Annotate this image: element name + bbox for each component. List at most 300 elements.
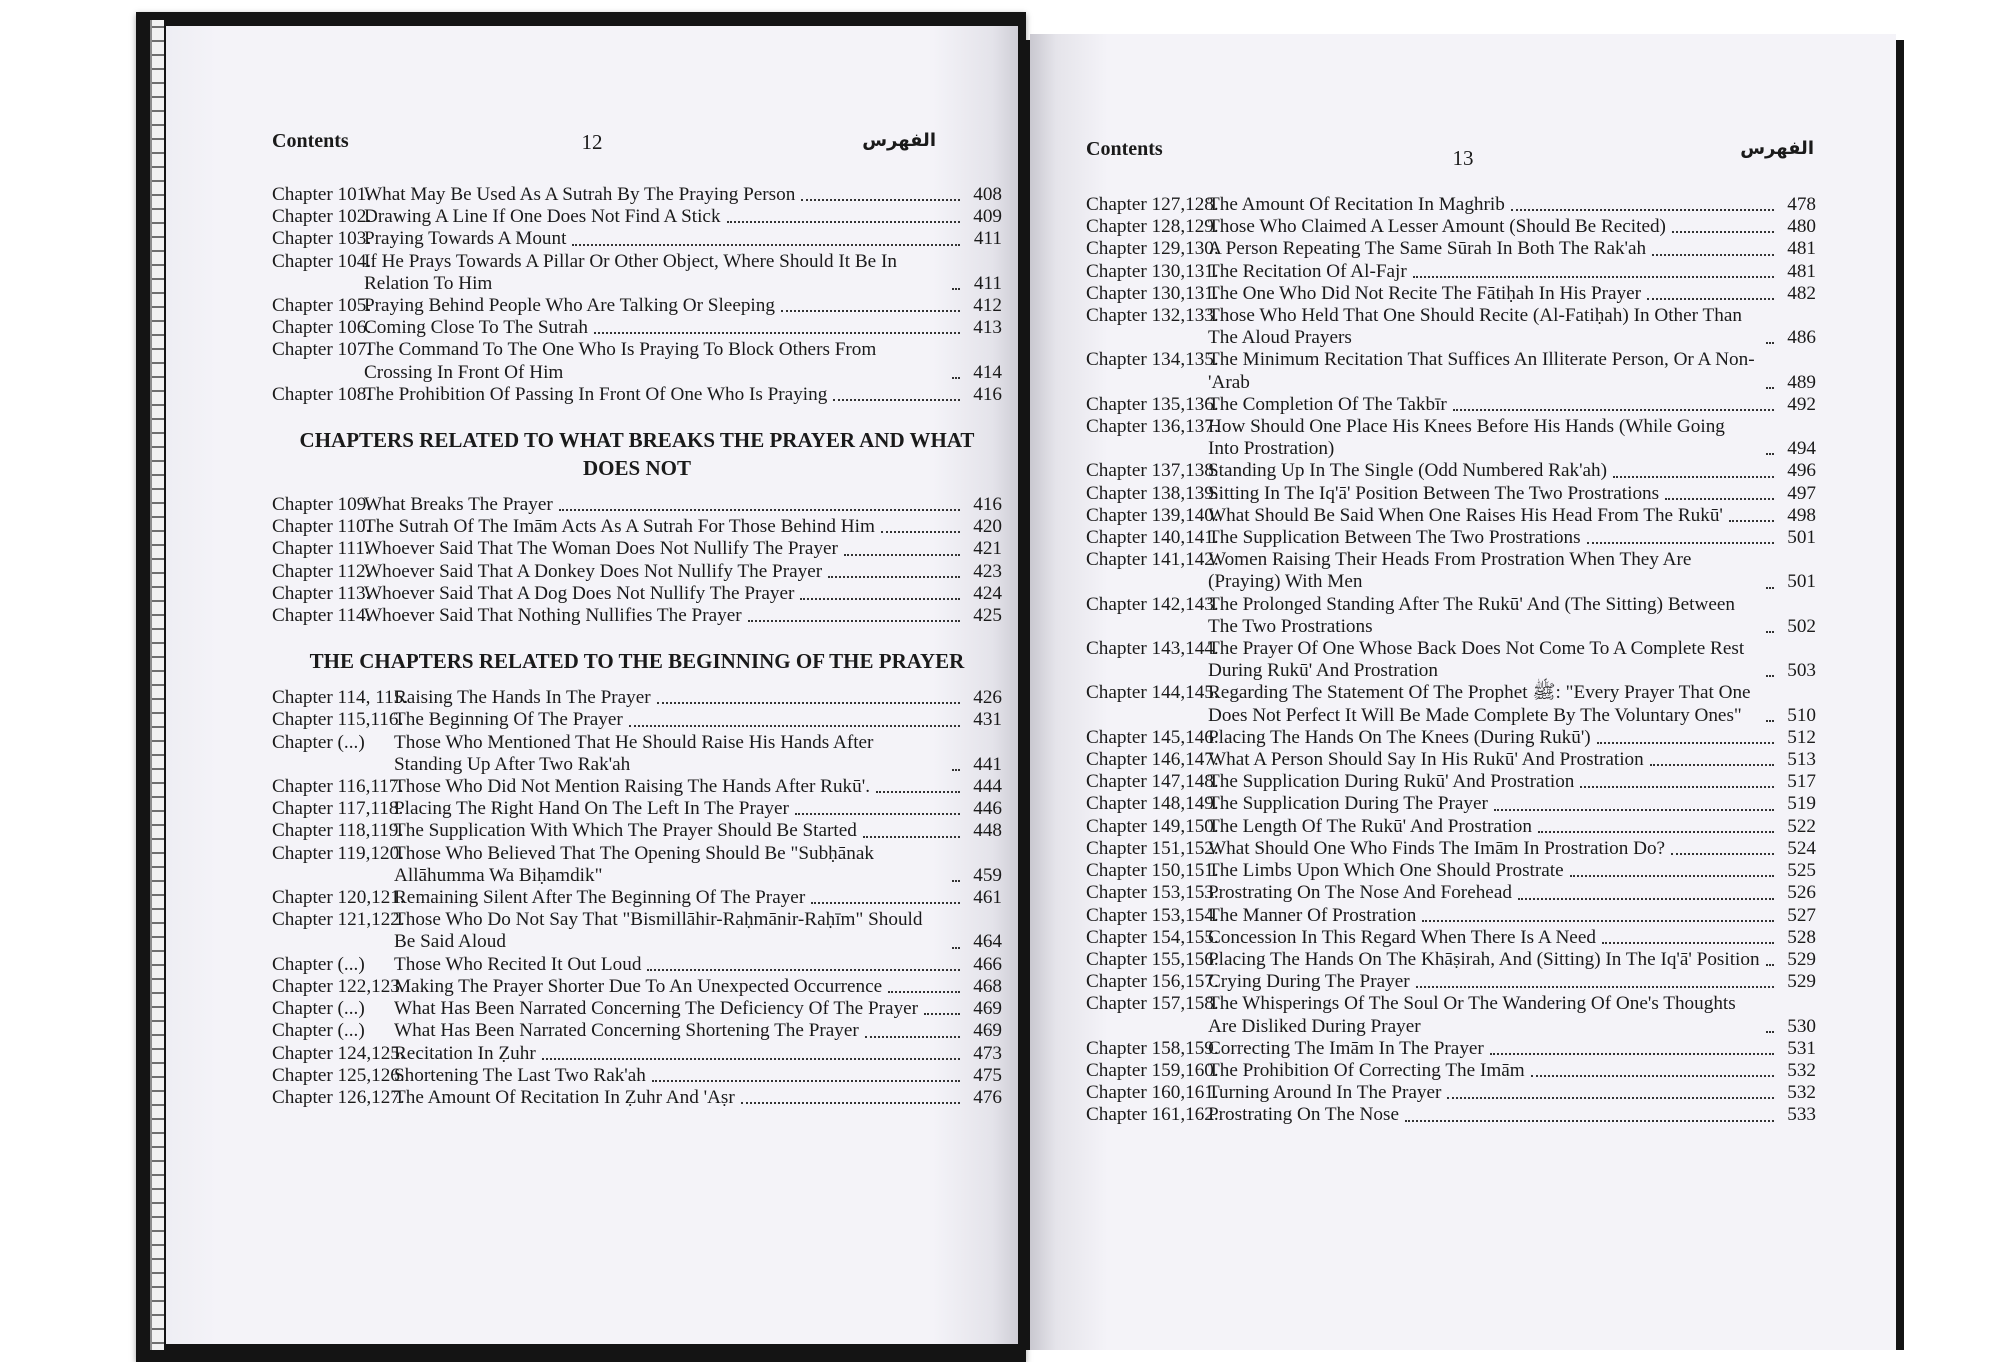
dot-leader xyxy=(881,531,960,533)
toc-entry xyxy=(1086,749,1816,771)
page-ref: 448 xyxy=(973,820,1002,842)
chapter-title: The Supplication Between The Two Prostrations xyxy=(1208,527,1581,549)
dot-leader xyxy=(652,1080,960,1082)
chapter-number: Chapter 106. xyxy=(272,317,372,339)
dot-leader xyxy=(1405,1120,1774,1122)
page-ref: 528 xyxy=(1787,926,1816,948)
page-ref: 411 xyxy=(973,228,1002,250)
chapter-title: Standing Up In The Single (Odd Numbered Rak'ah) xyxy=(1208,460,1608,482)
chapter-title: Placing The Right Hand On The Left In The Prayer xyxy=(394,798,789,820)
chapter-number: Chapter 101. xyxy=(272,184,372,205)
page-ref: 527 xyxy=(1787,904,1816,926)
chapter-number: Chapter 154,155. xyxy=(1086,926,1219,948)
dot-leader xyxy=(1652,254,1774,256)
chapter-number: Chapter 114. xyxy=(272,605,371,627)
chapter-number: Chapter 113. xyxy=(272,582,371,604)
toc-entry xyxy=(272,538,1002,560)
page-ref: 486 xyxy=(1787,327,1816,349)
chapter-title: Sitting In The Iq'ā' Position Between The Two Prostrations xyxy=(1208,482,1660,504)
toc-entry xyxy=(1086,682,1816,726)
toc-entry xyxy=(272,798,1002,820)
toc-entry xyxy=(272,339,1002,383)
chapter-number: Chapter 142,143. xyxy=(1086,593,1219,615)
chapter-title: What Should One Who Finds The Imām In Prostration Do? xyxy=(1208,837,1666,859)
toc-entry xyxy=(272,494,1002,516)
chapter-number: Chapter 122,123. xyxy=(272,975,405,997)
dot-leader xyxy=(833,399,960,401)
dot-leader xyxy=(1490,1053,1774,1055)
dot-leader xyxy=(559,509,960,511)
chapter-number: Chapter (...) xyxy=(272,953,365,975)
toc-entry xyxy=(272,295,1002,317)
page-ref: 416 xyxy=(973,494,1002,516)
chapter-title: Praying Behind People Who Are Talking Or Sleeping xyxy=(364,295,775,317)
chapter-number: Chapter 112. xyxy=(272,560,371,582)
dot-leader xyxy=(1587,542,1774,544)
chapter-title: How Should One Place His Knees Before His Hands (While Going Into Prostration) xyxy=(1208,416,1725,460)
page-ref: 481 xyxy=(1787,238,1816,260)
dot-leader xyxy=(542,1058,960,1060)
dot-leader xyxy=(1650,764,1774,766)
chapter-number: Chapter 128,129. xyxy=(1086,216,1219,238)
dot-leader xyxy=(1416,986,1774,988)
toc-entry xyxy=(272,1065,1002,1087)
page-ref: 459 xyxy=(973,864,1002,886)
dot-leader xyxy=(1766,675,1774,677)
toc-entry xyxy=(1086,283,1816,305)
header-contents: Contents xyxy=(272,130,349,152)
chapter-title: Those Who Recited It Out Loud xyxy=(394,953,642,975)
page-ref: 503 xyxy=(1787,660,1816,682)
chapter-number: Chapter 105. xyxy=(272,295,372,317)
chapter-title: The Minimum Recitation That Suffices An Illiterate Person, Or A Non-'Arab xyxy=(1208,349,1755,393)
chapter-title: Those Who Held That One Should Recite (Al-Fatiḥah) In Other Than The Aloud Prayers xyxy=(1208,305,1742,349)
chapter-title: What May Be Used As A Sutrah By The Praying Person xyxy=(364,184,796,205)
page-ref: 502 xyxy=(1787,615,1816,637)
dot-leader xyxy=(741,1102,960,1104)
page-ref: 475 xyxy=(973,1064,1002,1086)
toc-entry xyxy=(272,776,1002,798)
page-ref: 426 xyxy=(973,687,1002,709)
chapter-number: Chapter 148,149. xyxy=(1086,793,1219,815)
dot-leader xyxy=(629,725,960,727)
left-page xyxy=(166,26,1018,1344)
page-ref: 522 xyxy=(1787,815,1816,837)
toc-entry xyxy=(272,251,1002,295)
chapter-title: Those Who Do Not Say That "Bismillāhir-Raḥmānir-Raḥīm" Should Be Said Aloud xyxy=(394,909,923,953)
chapter-number: Chapter 129,130. xyxy=(1086,238,1219,260)
toc-entry xyxy=(1086,927,1816,949)
dot-leader xyxy=(844,554,960,556)
chapter-number: Chapter 107. xyxy=(272,339,372,361)
dot-leader xyxy=(1447,1097,1774,1099)
dot-leader xyxy=(781,310,960,312)
toc-entry xyxy=(272,998,1002,1020)
page-ref: 489 xyxy=(1787,371,1816,393)
chapter-title: The Supplication During Rukū' And Prostration xyxy=(1208,771,1575,793)
toc-entry xyxy=(272,583,1002,605)
chapter-title: Placing The Hands On The Khāṣirah, And (Sitting) In The Iq'ā' Position xyxy=(1208,948,1760,970)
chapter-title: Prostrating On The Nose And Forehead xyxy=(1208,882,1512,904)
chapter-title: The Prohibition Of Passing In Front Of One Who Is Praying xyxy=(364,383,828,405)
chapter-title: What Has Been Narrated Concerning Shortening The Prayer xyxy=(394,1020,859,1042)
toc-entry xyxy=(272,1043,1002,1065)
chapter-title: The Amount Of Recitation In Ẓuhr And 'Aṣr xyxy=(394,1086,735,1108)
page-ref: 424 xyxy=(973,582,1002,604)
dot-leader xyxy=(952,769,960,771)
page-ref: 461 xyxy=(973,887,1002,909)
page-ref: 530 xyxy=(1787,1015,1816,1037)
chapter-title: Whoever Said That The Woman Does Not Nullify The Prayer xyxy=(364,538,838,560)
toc-entry xyxy=(1086,1104,1816,1126)
chapter-number: Chapter 115,116. xyxy=(272,709,404,731)
dot-leader xyxy=(801,199,960,201)
page-ref: 441 xyxy=(973,753,1002,775)
chapter-number: Chapter 104. xyxy=(272,250,372,272)
toc-entry xyxy=(1086,860,1816,882)
chapter-number: Chapter 151,152. xyxy=(1086,837,1219,859)
toc-entry xyxy=(1086,394,1816,416)
chapter-title: Drawing A Line If One Does Not Find A Stick xyxy=(364,206,721,228)
chapter-number: Chapter 155,156. xyxy=(1086,948,1219,970)
chapter-title: Praying Towards A Mount xyxy=(364,228,567,250)
toc-entry xyxy=(272,605,1002,627)
toc-entry xyxy=(1086,216,1816,238)
chapter-number: Chapter 159,160. xyxy=(1086,1059,1219,1081)
toc-entry xyxy=(1086,305,1816,349)
page-ref: 411 xyxy=(973,272,1002,294)
toc-entry xyxy=(1086,594,1816,638)
chapter-number: Chapter 102. xyxy=(272,206,372,228)
chapter-number: Chapter 138,139. xyxy=(1086,482,1219,504)
toc-entry xyxy=(1086,349,1816,393)
page-ref: 466 xyxy=(973,953,1002,975)
chapter-title: The Prayer Of One Whose Back Does Not Come To A Complete Rest During Rukū' And Prostration xyxy=(1208,638,1745,682)
dot-leader xyxy=(952,880,960,882)
dot-leader xyxy=(1766,1031,1774,1033)
toc-entry xyxy=(1086,638,1816,682)
page-ref: 519 xyxy=(1787,793,1816,815)
chapter-title: Concession In This Regard When There Is A Need xyxy=(1208,926,1596,948)
dot-leader xyxy=(657,702,960,704)
page-ref: 525 xyxy=(1787,860,1816,882)
chapter-number: Chapter 114, 115. xyxy=(272,687,409,709)
toc-entry xyxy=(1086,949,1816,971)
dot-leader xyxy=(952,947,960,949)
chapter-number: Chapter 119,120. xyxy=(272,842,404,864)
chapter-title: Whoever Said That Nothing Nullifies The Prayer xyxy=(364,605,742,627)
chapter-number: Chapter 103. xyxy=(272,228,372,250)
page-ref: 497 xyxy=(1787,482,1816,504)
dot-leader xyxy=(1422,920,1774,922)
chapter-title: The Manner Of Prostration xyxy=(1208,904,1417,926)
header-arabic: الفهرس xyxy=(862,130,936,151)
chapter-number: Chapter 127,128. xyxy=(1086,194,1219,215)
chapter-number: Chapter 118,119. xyxy=(272,820,404,842)
chapter-title: Coming Close To The Sutrah xyxy=(364,317,588,339)
chapter-title: The Recitation Of Al-Fajr xyxy=(1208,260,1407,282)
chapter-number: Chapter (...) xyxy=(272,731,365,753)
chapter-title: What Breaks The Prayer xyxy=(364,494,553,516)
dot-leader xyxy=(888,991,960,993)
page-ref: 476 xyxy=(973,1086,1002,1108)
chapter-title: Shortening The Last Two Rak'ah xyxy=(394,1064,646,1086)
dot-leader xyxy=(1729,520,1774,522)
page-ref: 524 xyxy=(1787,837,1816,859)
toc-entry xyxy=(1086,261,1816,283)
toc-entry xyxy=(272,709,1002,731)
chapter-number: Chapter 150,151. xyxy=(1086,860,1219,882)
chapter-number: Chapter 153,153. xyxy=(1086,882,1219,904)
toc-entry xyxy=(272,887,1002,909)
chapter-number: Chapter (...) xyxy=(272,1020,365,1042)
chapter-title: Regarding The Statement Of The Prophet ﷺ: "Every Prayer That One Does Not Perfect It Will Be Made Complete By The Voluntary Ones" xyxy=(1208,682,1751,726)
chapter-title: Those Who Claimed A Lesser Amount (Should Be Recited) xyxy=(1208,216,1666,238)
chapter-number: Chapter 146,147. xyxy=(1086,749,1219,771)
chapter-title: Those Who Mentioned That He Should Raise His Hands After Standing Up After Two Rak'ah xyxy=(394,731,874,775)
dot-leader xyxy=(1766,720,1774,722)
toc-entry xyxy=(1086,1060,1816,1082)
chapter-number: Chapter 140,141. xyxy=(1086,527,1219,549)
dot-leader xyxy=(1494,809,1774,811)
chapter-title: The Prohibition Of Correcting The Imām xyxy=(1208,1059,1525,1081)
chapter-title: Turning Around In The Prayer xyxy=(1208,1082,1442,1104)
chapter-title: The Length Of The Rukū' And Prostration xyxy=(1208,815,1532,837)
chapter-number: Chapter 137,138. xyxy=(1086,460,1219,482)
chapter-number: Chapter 136,137. xyxy=(1086,416,1219,438)
toc-entry xyxy=(272,732,1002,776)
toc-entry xyxy=(1086,238,1816,260)
toc-entry xyxy=(1086,727,1816,749)
toc-entry xyxy=(1086,527,1816,549)
chapter-number: Chapter 130,131. xyxy=(1086,282,1219,304)
chapter-title: Crying During The Prayer xyxy=(1208,971,1410,993)
chapter-title: Prostrating On The Nose xyxy=(1208,1104,1399,1126)
chapter-title: The Sutrah Of The Imām Acts As A Sutrah For Those Behind Him xyxy=(364,516,875,538)
page-ref: 501 xyxy=(1787,571,1816,593)
toc-entry xyxy=(1086,460,1816,482)
chapter-number: Chapter 109. xyxy=(272,494,372,516)
page-ref: 478 xyxy=(1787,194,1816,215)
chapter-number: Chapter 145,146. xyxy=(1086,726,1219,748)
toc-entry xyxy=(1086,882,1816,904)
dot-leader xyxy=(727,221,960,223)
dot-leader xyxy=(952,377,960,379)
page-ref: 526 xyxy=(1787,882,1816,904)
page-ref: 409 xyxy=(973,206,1002,228)
toc-entry xyxy=(1086,194,1816,216)
dot-leader xyxy=(863,836,960,838)
page-number: 12 xyxy=(581,130,603,154)
dot-leader xyxy=(1597,742,1774,744)
dot-leader xyxy=(795,813,960,815)
chapter-title: The Amount Of Recitation In Maghrib xyxy=(1208,194,1505,215)
chapter-number: Chapter 160,161. xyxy=(1086,1082,1219,1104)
toc-entry xyxy=(1086,971,1816,993)
chapter-number: Chapter 153,154. xyxy=(1086,904,1219,926)
chapter-number: Chapter 116,117. xyxy=(272,776,404,798)
chapter-title: Women Raising Their Heads From Prostration When They Are (Praying) With Men xyxy=(1208,549,1692,593)
chapter-title: The Completion Of The Takbīr xyxy=(1208,393,1447,415)
dot-leader xyxy=(1602,942,1774,944)
chapter-title: The Supplication With Which The Prayer Should Be Started xyxy=(394,820,857,842)
chapter-number: Chapter 134,135. xyxy=(1086,349,1219,371)
dot-leader xyxy=(1766,387,1774,389)
right-page xyxy=(1030,34,1896,1350)
page-ref: 533 xyxy=(1787,1104,1816,1126)
page-ref: 494 xyxy=(1787,438,1816,460)
toc-entry xyxy=(1086,549,1816,593)
page-ref: 469 xyxy=(973,1020,1002,1042)
page-ref: 513 xyxy=(1787,749,1816,771)
toc-list xyxy=(1086,194,1816,1127)
page-ref: 501 xyxy=(1787,527,1816,549)
page-ref: 481 xyxy=(1787,260,1816,282)
dot-leader xyxy=(1766,453,1774,455)
chapter-title: Making The Prayer Shorter Due To An Unexpected Occurrence xyxy=(394,975,883,997)
chapter-title: The Beginning Of The Prayer xyxy=(394,709,623,731)
chapter-number: Chapter 156,157. xyxy=(1086,971,1219,993)
chapter-number: Chapter 124,125. xyxy=(272,1042,405,1064)
page-ref: 446 xyxy=(973,798,1002,820)
page-ref: 425 xyxy=(973,605,1002,627)
header-arabic: الفهرس xyxy=(1740,138,1814,159)
chapter-title: If He Prays Towards A Pillar Or Other Object, Where Should It Be In Relation To Him xyxy=(364,250,897,294)
chapter-number: Chapter 110. xyxy=(272,516,371,538)
page-ref: 431 xyxy=(973,709,1002,731)
dot-leader xyxy=(1672,231,1774,233)
chapter-title: The Prolonged Standing After The Rukū' And (The Sitting) Between The Two Prostrations xyxy=(1208,593,1735,637)
toc-entry xyxy=(272,954,1002,976)
dot-leader xyxy=(924,1013,960,1015)
chapter-number: Chapter 139,140. xyxy=(1086,504,1219,526)
toc-entry xyxy=(272,1020,1002,1042)
chapter-title: Those Who Did Not Mention Raising The Hands After Rukū'. xyxy=(394,776,870,798)
dot-leader xyxy=(1570,875,1774,877)
dot-leader xyxy=(800,598,960,600)
toc-entry xyxy=(272,516,1002,538)
toc-entry xyxy=(272,384,1002,406)
chapter-title: Remaining Silent After The Beginning Of The Prayer xyxy=(394,887,806,909)
chapter-number: Chapter (...) xyxy=(272,998,365,1020)
chapter-number: Chapter 126,127. xyxy=(272,1086,405,1108)
page-ref: 482 xyxy=(1787,282,1816,304)
dot-leader xyxy=(572,244,960,246)
toc-entry xyxy=(1086,816,1816,838)
dot-leader xyxy=(952,288,960,290)
toc-entry xyxy=(1086,905,1816,927)
page-ref: 421 xyxy=(973,538,1002,560)
toc-list xyxy=(272,184,1002,1109)
dot-leader xyxy=(1580,786,1774,788)
toc-entry xyxy=(272,976,1002,998)
dot-leader xyxy=(1453,409,1774,411)
header-contents: Contents xyxy=(1086,138,1163,160)
chapter-title: The Supplication During The Prayer xyxy=(1208,793,1488,815)
page-ref: 412 xyxy=(973,295,1002,317)
page-ref: 469 xyxy=(973,998,1002,1020)
chapter-title: Whoever Said That A Dog Does Not Nullify The Prayer xyxy=(364,582,795,604)
toc-entry xyxy=(1086,793,1816,815)
binding-stitch xyxy=(150,20,164,1350)
toc-entry xyxy=(272,843,1002,887)
chapter-number: Chapter 121,122. xyxy=(272,909,405,931)
dot-leader xyxy=(828,576,960,578)
page-number: 13 xyxy=(1452,146,1474,170)
page-ref: 529 xyxy=(1787,971,1816,993)
dot-leader xyxy=(1766,342,1774,344)
chapter-number: Chapter 158,159. xyxy=(1086,1037,1219,1059)
toc-entry xyxy=(1086,771,1816,793)
dot-leader xyxy=(876,791,960,793)
chapter-title: Those Who Believed That The Opening Should Be "Subḥānak Allāhumma Wa Biḥamdik" xyxy=(394,842,874,886)
toc-entry xyxy=(272,1087,1002,1109)
page-ref: 496 xyxy=(1787,460,1816,482)
toc-entry xyxy=(272,184,1002,206)
dot-leader xyxy=(1665,498,1774,500)
toc-entry xyxy=(272,820,1002,842)
page-ref: 531 xyxy=(1787,1037,1816,1059)
page-ref: 444 xyxy=(973,776,1002,798)
chapter-title: A Person Repeating The Same Sūrah In Both The Rak'ah xyxy=(1208,238,1647,260)
chapter-number: Chapter 143,144. xyxy=(1086,638,1219,660)
dot-leader xyxy=(594,332,960,334)
toc-entry xyxy=(272,687,1002,709)
chapter-title: The One Who Did Not Recite The Fātiḥah In His Prayer xyxy=(1208,282,1642,304)
dot-leader xyxy=(1531,1075,1774,1077)
toc-entry xyxy=(1086,505,1816,527)
chapter-number: Chapter 135,136. xyxy=(1086,393,1219,415)
page-ref: 464 xyxy=(973,931,1002,953)
chapter-number: Chapter 111. xyxy=(272,538,370,560)
page-ref: 468 xyxy=(973,975,1002,997)
chapter-number: Chapter 147,148. xyxy=(1086,771,1219,793)
page-ref: 423 xyxy=(973,560,1002,582)
chapter-title: Recitation In Ẓuhr xyxy=(394,1042,536,1064)
page-ref: 517 xyxy=(1787,771,1816,793)
chapter-title: The Whisperings Of The Soul Or The Wandering Of One's Thoughts Are Disliked During Prayer xyxy=(1208,993,1736,1037)
dot-leader xyxy=(811,902,960,904)
chapter-title: The Limbs Upon Which One Should Prostrate xyxy=(1208,860,1564,882)
dot-leader xyxy=(1766,631,1774,633)
chapter-title: What A Person Should Say In His Rukū' And Prostration xyxy=(1208,749,1644,771)
chapter-title: Placing The Hands On The Knees (During Rukū') xyxy=(1208,726,1591,748)
chapter-number: Chapter 108. xyxy=(272,383,372,405)
dot-leader xyxy=(1518,898,1774,900)
page-ref: 416 xyxy=(973,383,1002,405)
chapter-number: Chapter 130,131. xyxy=(1086,260,1219,282)
toc-entry xyxy=(1086,993,1816,1037)
section-heading: THE CHAPTERS RELATED TO THE BEGINNING OF THE PRAYER xyxy=(309,649,965,674)
chapter-number: Chapter 132,133. xyxy=(1086,305,1219,327)
page-ref: 498 xyxy=(1787,504,1816,526)
chapter-title: The Command To The One Who Is Praying To Block Others From Crossing In Front Of Him xyxy=(364,339,877,383)
dot-leader xyxy=(1766,964,1774,966)
chapter-number: Chapter 125,126. xyxy=(272,1064,405,1086)
chapter-title: Raising The Hands In The Prayer xyxy=(394,687,651,709)
dot-leader xyxy=(1613,476,1774,478)
chapter-title: Whoever Said That A Donkey Does Not Nullify The Prayer xyxy=(364,560,823,582)
chapter-number: Chapter 149,150. xyxy=(1086,815,1219,837)
dot-leader xyxy=(1647,298,1774,300)
page-ref: 408 xyxy=(973,184,1002,205)
dot-leader xyxy=(647,969,960,971)
page-ref: 413 xyxy=(973,317,1002,339)
toc-entry xyxy=(1086,838,1816,860)
toc-entry xyxy=(1086,1082,1816,1104)
toc-entry xyxy=(272,909,1002,953)
toc-entry xyxy=(272,317,1002,339)
